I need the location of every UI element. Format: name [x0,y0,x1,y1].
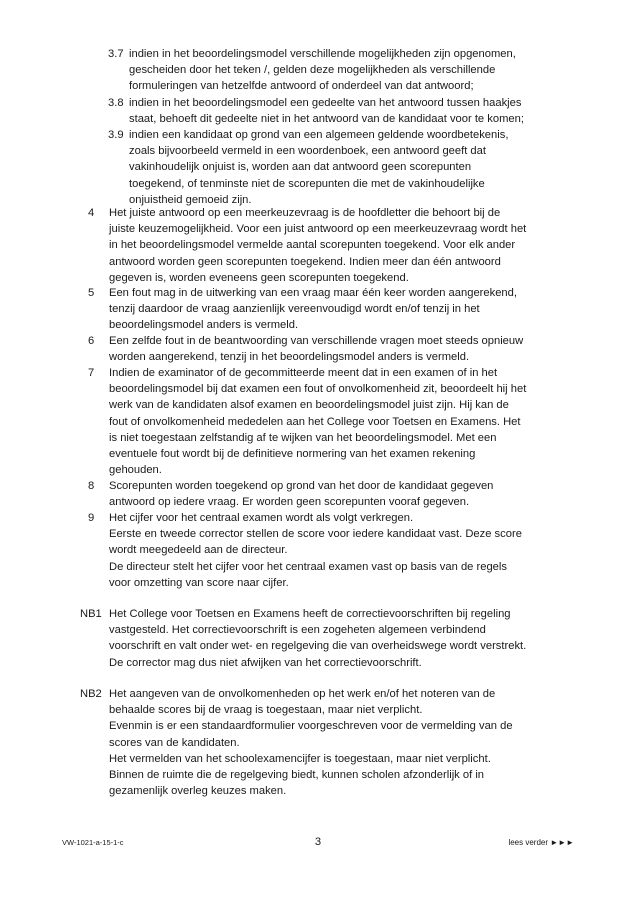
item-number: 5 [88,287,95,299]
note-text: Het aangeven van de onvolkomenheden op het werk en/of het noteren van de behaalde scores bij de vraag is toegestaan, maar niet verplicht. Evenmin is er een standaardformulier voorgeschreven voor de vermelding van de scores van de kandidaten. Het vermelden van het schoolexamencijfer is toegestaan, maar niet verplicht. Binnen de ruimte die de regelgeving biedt, kunnen scholen afzonderlijk of in gezamenlijk overleg keuzes maken. [109,688,513,798]
note-label: NB1 [80,608,102,620]
item-text: Het juiste antwoord op een meerkeuzevraag is de hoofdletter die behoort bij de juiste keuzemogelijkheid. Voor een juist antwoord op een meerkeuzevraag wordt het in het beoordelingsmodel vermelde aantal scorepunten toegekend. Voor elk ander antwoord worden geen scorepunten toegekend. Indien meer dan één antwoord gegeven is, worden eveneens geen scorepunten toegekend. [109,207,527,284]
item-text: indien in het beoordelingsmodel verschillende mogelijkheden zijn opgenomen, gescheiden door het teken /, gelden deze mogelijkheden als verschillende formuleringen van hetzelfde antwoord of onderdeel van dat antwoord; [129,48,516,93]
item-text: Een zelfde fout in de beantwoording van verschillende vragen moet steeds opnieuw worden aangerekend, tenzij in het beoordelingsmodel anders is vermeld. [109,335,524,364]
item-number: 8 [88,480,95,492]
footer-code: VW-1021-a-15-1-c [62,838,124,847]
continue-link[interactable]: lees verder ►►► [508,838,574,847]
item-text: Het cijfer voor het centraal examen wordt als volgt verkregen. Eerste en tweede corrector stellen de score voor iedere kandidaat vast. Deze score wordt meegedeeld aan de directeur. De directeur stelt het cijfer voor het centraal examen vast op basis van de regels voor omzetting van score naar cijfer. [109,512,522,589]
item-text: indien een kandidaat op grond van een algemeen geldende woordbetekenis, zoals bijvoorbeeld vermeld in een woordenboek, een antwoord geeft dat vakinhoudelijk onjuist is, worden aan dat antwoord geen scorepunten toegekend, of tenminste niet de scorepunten die met de vakinhoudelijke onjuistheid gemoeid zijn. [129,129,509,206]
item-number: 3.7 [108,48,124,60]
note-text: Het College voor Toetsen en Examens heeft de correctievoorschriften bij regeling vastgesteld. Het correctievoorschrift is een zogeheten algemeen verbindend voorschrift en valt onder wet- en regelgeving die van overheidswege wordt verstrekt. De corrector mag dus niet afwijken van het correctievoorschrift. [109,608,527,669]
item-text: Indien de examinator of de gecommitteerde meent dat in een examen of in het beoordelingsmodel bij dat examen een fout of onvolkomenheid zit, beoordeelt hij het werk van de kandidaten alsof examen en beoordelingsmodel juist zijn. Hij kan de fout of onvolkomenheid mededelen aan het College voor Toetsen en Examens. Het is niet toegestaan zelfstandig af te wijken van het beoordelingsmodel. Met een eventuele fout wordt bij de definitieve normering van het examen rekening gehouden. [109,367,527,477]
item-number: 3.8 [108,97,124,109]
item-number: 3.9 [108,129,124,141]
item-text: indien in het beoordelingsmodel een gedeelte van het antwoord tussen haakjes staat, behoeft dit gedeelte niet in het antwoord van de kandidaat voor te komen; [129,97,524,126]
item-number: 4 [88,207,95,219]
item-number: 6 [88,335,95,347]
item-number: 7 [88,367,95,379]
item-text: Een fout mag in de uitwerking van een vraag maar één keer worden aangerekend, tenzij daardoor de vraag aanzienlijk vereenvoudigd wordt en/of tenzij in het beoordelingsmodel anders is vermeld. [109,287,517,332]
item-number: 9 [88,512,95,524]
item-text: Scorepunten worden toegekend op grond van het door de kandidaat gegeven antwoord op iedere vraag. Er worden geen scorepunten vooraf gegeven. [109,480,494,509]
note-label: NB2 [80,688,102,700]
page-number: 3 [314,836,322,848]
